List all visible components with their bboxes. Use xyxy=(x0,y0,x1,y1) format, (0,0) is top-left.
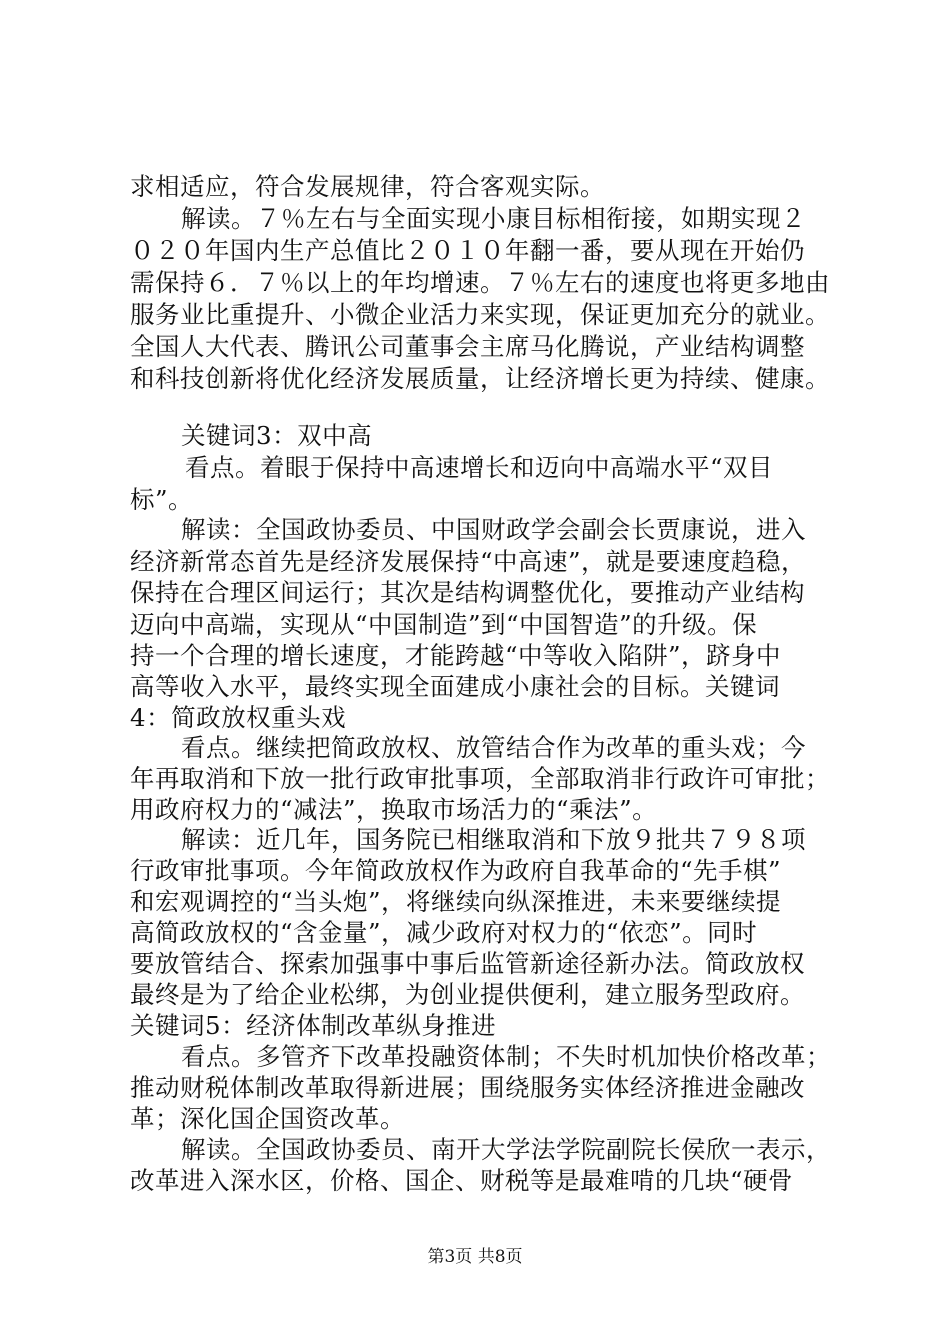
text-line: 看点。着眼于保持中高速增长和迈向中高端水平“双目 xyxy=(185,453,774,482)
text-line: 和科技创新将优化经济发展质量，让经济增长更为持续、健康。 xyxy=(130,364,830,393)
text-line: 行政审批事项。今年简政放权作为政府自我革命的“先手棋” xyxy=(130,856,782,885)
section-heading: 关键词3：双中高 xyxy=(181,421,373,450)
text-line: 和宏观调控的“当头炮”，将继续向纵深推进，未来要继续提 xyxy=(130,887,782,916)
text-line: ０２０年国内生产总值比２０１０年翻一番，要从现在开始仍 xyxy=(130,236,805,265)
text-line: 标”。 xyxy=(130,485,194,514)
text-line: 革；深化国企国资改革。 xyxy=(130,1104,405,1133)
text-line: 高等收入水平，最终实现全面建成小康社会的目标。关键词 xyxy=(130,672,780,701)
text-line: 改革进入深水区，价格、国企、财税等是最难啃的几块“硬骨 xyxy=(130,1166,794,1195)
text-line: 看点。继续把简政放权、放管结合作为改革的重头戏；今 xyxy=(181,733,806,762)
text-line: 全国人大代表、腾讯公司董事会主席马化腾说，产业结构调整 xyxy=(130,332,805,361)
text-line: 年再取消和下放一批行政审批事项，全部取消非行政许可审批； xyxy=(130,764,830,793)
text-line: 解读。全国政协委员、南开大学法学院副院长侯欣一表示， xyxy=(181,1135,831,1164)
text-line: 求相适应，符合发展规律，符合客观实际。 xyxy=(130,172,605,201)
text-line: 4：简政放权重头戏 xyxy=(130,703,347,732)
text-line: 迈向中高端，实现从“中国制造”到“中国智造”的升级。保 xyxy=(130,610,758,639)
text-line: 解读：近几年，国务院已相继取消和下放９批共７９８项 xyxy=(181,825,806,854)
text-line: 持一个合理的增长速度，才能跨越“中等收入陷阱”，跻身中 xyxy=(130,641,782,670)
text-line: 解读：全国政协委员、中国财政学会副会长贾康说，进入 xyxy=(181,515,806,544)
page-number-footer: 第3页 共8页 xyxy=(427,1247,523,1267)
text-line: 经济新常态首先是经济发展保持“中高速”，就是要速度趋稳， xyxy=(130,547,807,576)
text-line: 看点。多管齐下改革投融资体制；不失时机加快价格改革； xyxy=(181,1042,831,1071)
text-line: 要放管结合、探索加强事中事后监管新途径新办法。简政放权 xyxy=(130,949,805,978)
text-line: 最终是为了给企业松绑，为创业提供便利，建立服务型政府。 xyxy=(130,980,805,1009)
text-line: 高简政放权的“含金量”，减少政府对权力的“依恋”。同时 xyxy=(130,918,758,947)
text-line: 用政府权力的“减法”，换取市场活力的“乘法”。 xyxy=(130,795,658,824)
text-line: 推动财税体制改革取得新进展；围绕服务实体经济推进金融改 xyxy=(130,1073,805,1102)
text-line: 服务业比重提升、小微企业活力来实现，保证更加充分的就业。 xyxy=(130,300,830,329)
text-line: 保持在合理区间运行；其次是结构调整优化，要推动产业结构 xyxy=(130,578,805,607)
text-line: 解读。７％左右与全面实现小康目标相衔接，如期实现２ xyxy=(181,204,806,233)
section-heading: 关键词5：经济体制改革纵身推进 xyxy=(130,1011,497,1040)
text-line: 需保持６．７％以上的年均增速。７％左右的速度也将更多地由 xyxy=(130,268,830,297)
